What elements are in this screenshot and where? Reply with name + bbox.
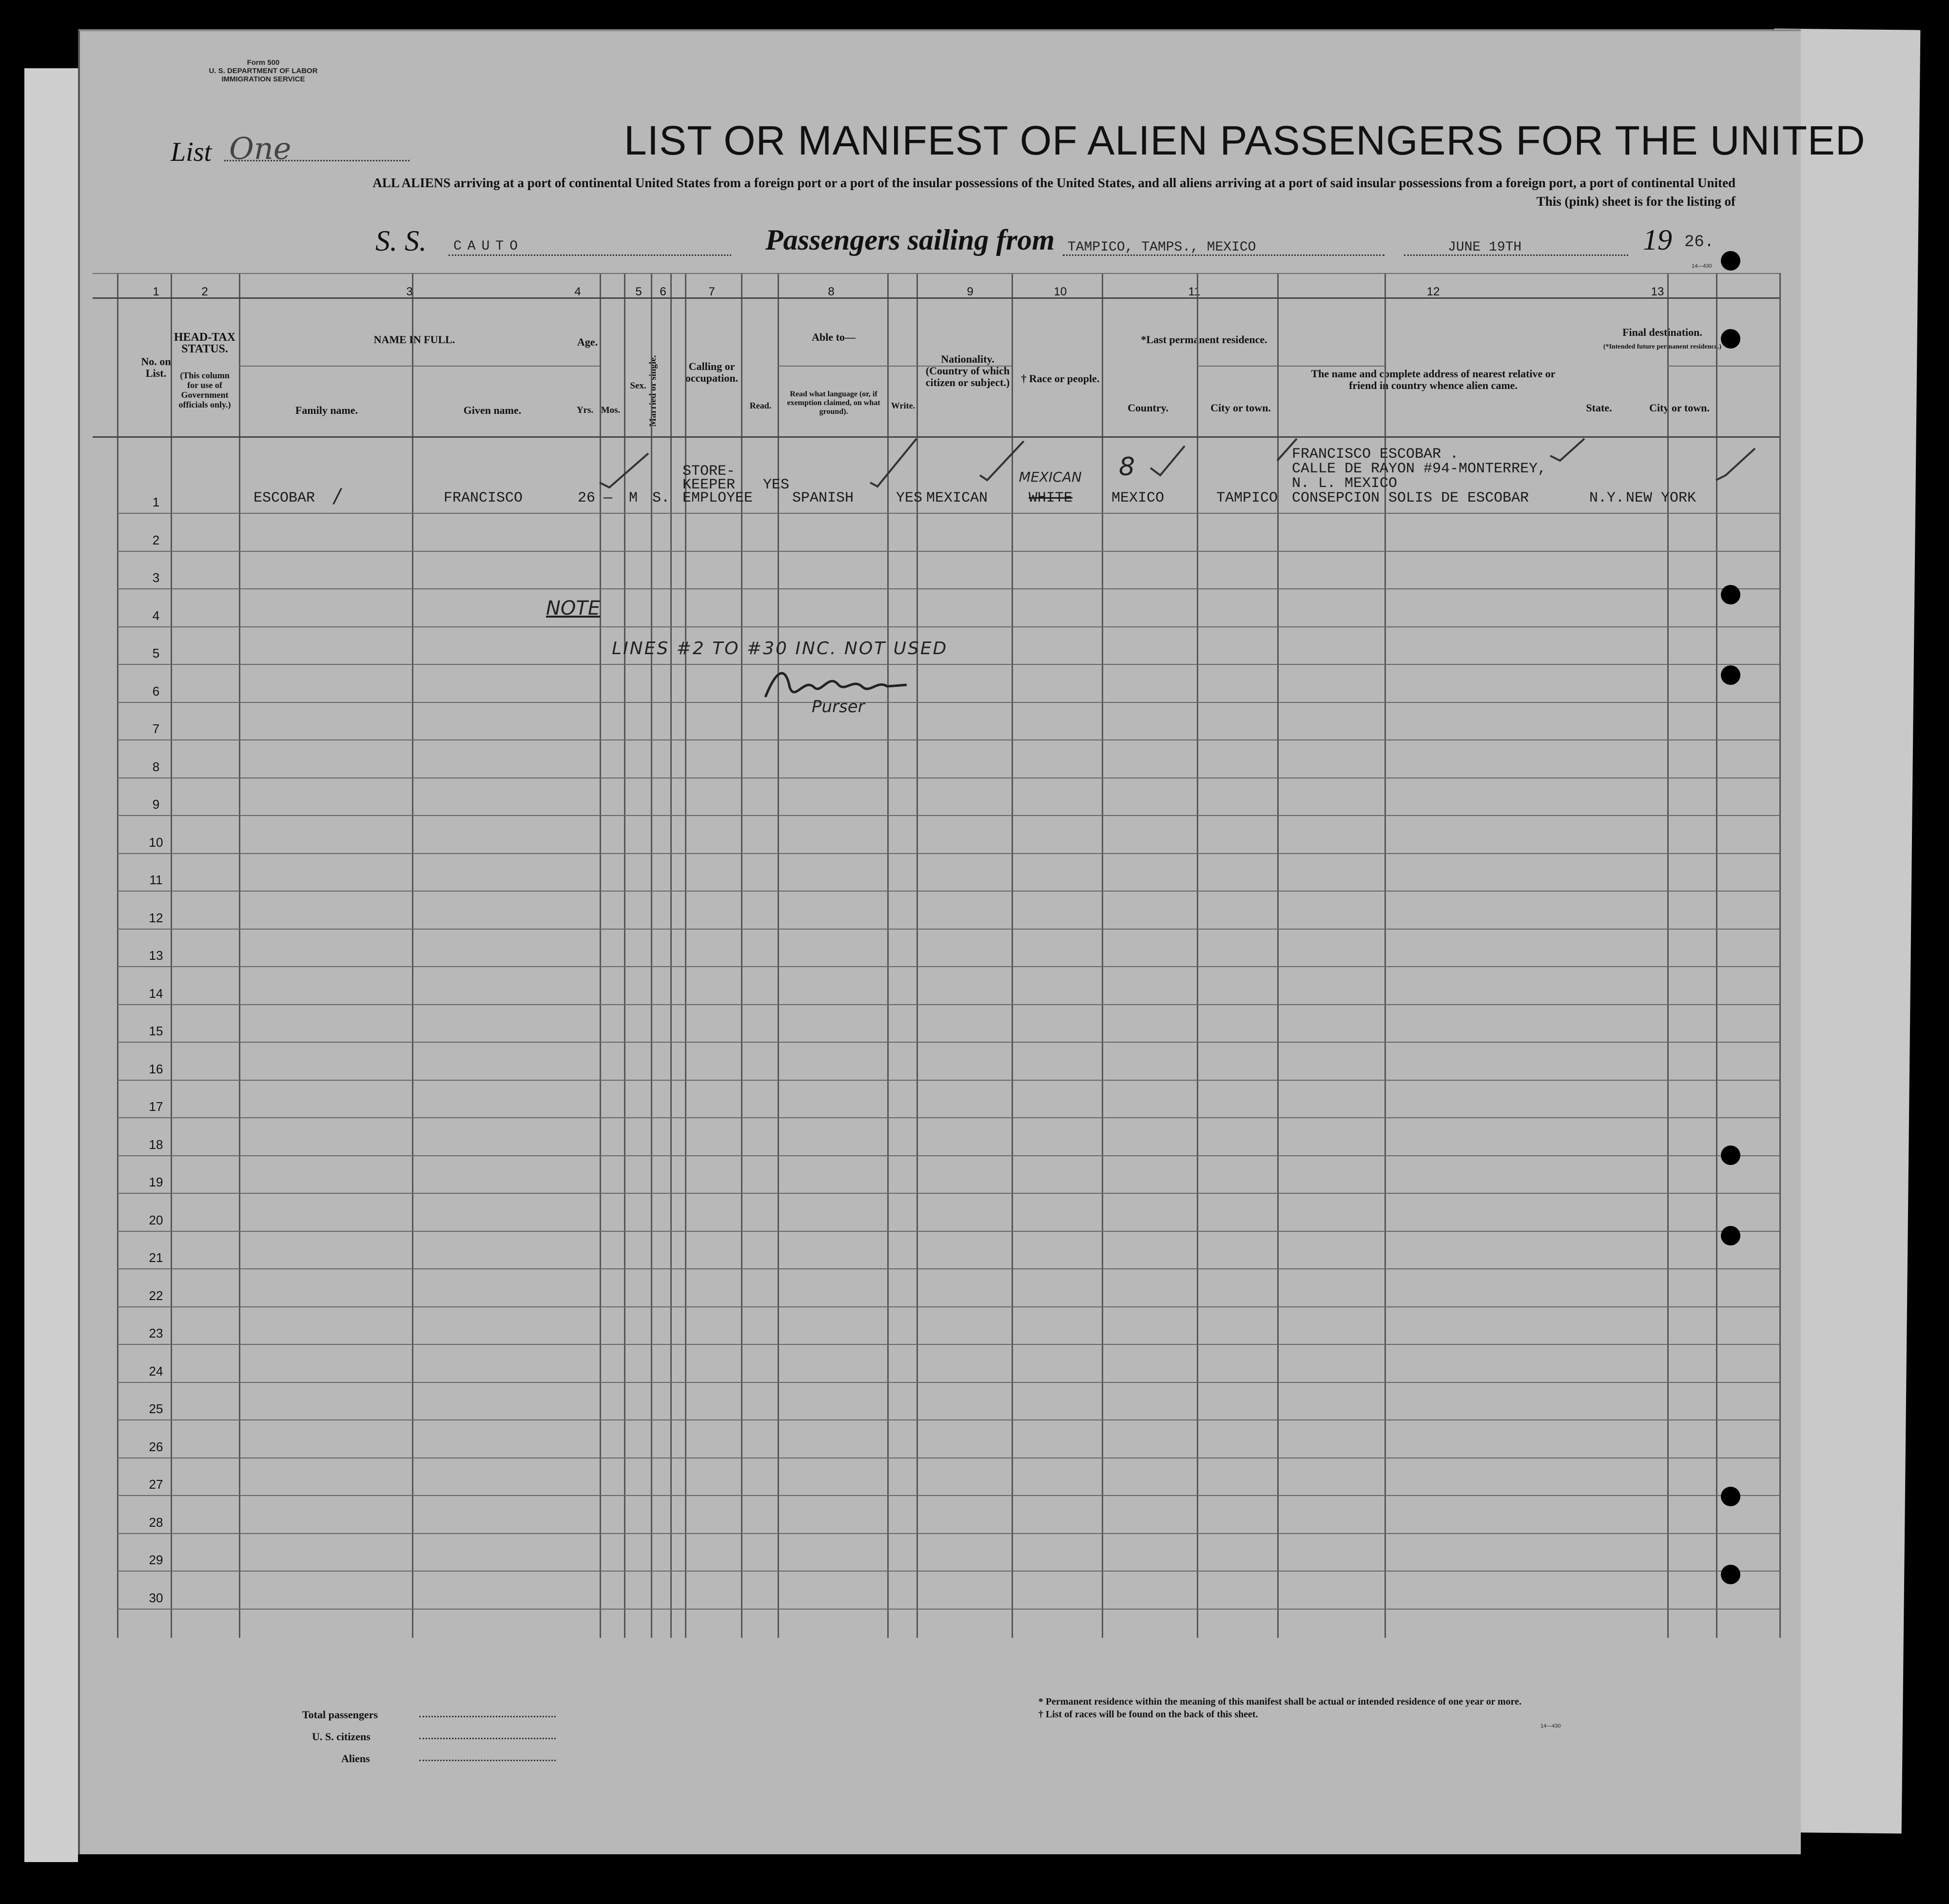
row-number: 21 — [149, 1250, 163, 1265]
footer-aliens: Aliens — [341, 1752, 370, 1765]
entry-nationality: MEXICAN — [926, 490, 988, 506]
binder-hole — [1721, 1226, 1740, 1245]
relative-tick-2-icon — [1550, 439, 1584, 461]
ship-name: CAUTO — [453, 239, 524, 254]
row-number: 23 — [149, 1326, 163, 1341]
header-write: Write. — [891, 401, 916, 410]
binder-hole — [1721, 1565, 1740, 1584]
binder-hole — [1721, 585, 1740, 604]
entry-race-handwritten: MEXICAN — [1019, 469, 1082, 485]
row-number: 20 — [149, 1212, 163, 1227]
footer-note-1: * Permanent residence within the meaning of this manifest shall be actual or intended residence of one year or more. — [1038, 1696, 1522, 1707]
col-num-3: 3 — [406, 285, 413, 298]
row-number: 22 — [149, 1288, 163, 1303]
country-tick-icon — [1150, 446, 1185, 475]
col-num-10: 10 — [1053, 285, 1067, 298]
entry-yrs: 26 — [578, 490, 596, 506]
col-num-9: 9 — [967, 285, 974, 298]
entry-relative-1: FRANCISCO ESCOBAR . — [1292, 446, 1459, 463]
page-title: LIST OR MANIFEST OF ALIEN PASSENGERS FOR THE UNITED — [624, 117, 1866, 163]
subtitle-line-1: ALL ALIENS arriving at a port of continental United States from a foreign port or a port of the insular possessions of the United States, and all aliens arriving at a port of said insular possessions from a foreign port, a port of continental United — [372, 175, 1735, 190]
binder-hole — [1721, 1146, 1740, 1165]
footer-us-citizens: U. S. citizens — [312, 1730, 370, 1743]
entry-married: S. — [652, 490, 670, 506]
col-num-5: 5 — [635, 285, 642, 298]
entry-calling-3: EMPLOYEE — [682, 490, 753, 506]
header-relative: The name and complete address of nearest relative or friend in country whence alien came. — [1311, 368, 1556, 391]
row-number: 19 — [149, 1175, 163, 1189]
entry-sex: M — [629, 490, 638, 506]
list-label: List — [171, 137, 212, 167]
year-label: 19 — [1643, 224, 1672, 256]
row-number: 24 — [149, 1363, 163, 1379]
header-head-tax: HEAD-TAX STATUS. — [174, 331, 236, 355]
header-dest-city: City or town. — [1649, 402, 1710, 414]
header-sex: Sex. — [630, 381, 646, 391]
sailing-date: JUNE 19TH — [1448, 240, 1522, 255]
row-number: 7 — [152, 721, 160, 736]
row-number: 18 — [149, 1137, 163, 1152]
row-number: 29 — [149, 1553, 163, 1567]
row-number: 6 — [152, 683, 160, 699]
nationality-tick-icon — [980, 441, 1024, 480]
row-number: 26 — [149, 1439, 163, 1454]
entry-calling-2: KEEPER — [682, 477, 736, 493]
entry-relative-2: CALLE DE RAYON #94-MONTERREY, — [1292, 461, 1547, 477]
entry-family-name: ESCOBAR — [253, 490, 315, 506]
row-number: 15 — [149, 1024, 163, 1038]
col-num-12: 12 — [1426, 285, 1440, 298]
header-read: Read. — [749, 401, 772, 410]
header-able-to: Able to— — [812, 331, 856, 343]
binder-hole — [1721, 251, 1740, 271]
year-value: 26. — [1684, 233, 1715, 252]
row-number: 3 — [152, 570, 160, 585]
row-number: 14 — [149, 986, 163, 1001]
entry-race-typed: WHITE — [1029, 490, 1073, 506]
header-head-tax-note: (This column for use of Government officials only.) — [178, 370, 231, 409]
header-final-destination: Final destination. — [1622, 326, 1702, 338]
row-number: 1 — [152, 495, 160, 509]
entry-given-name: FRANCISCO — [444, 490, 523, 506]
department-name: U. S. DEPARTMENT OF LABOR — [209, 67, 318, 75]
col-num-4: 4 — [574, 285, 581, 298]
entry-country: MEXICO — [1111, 490, 1165, 506]
row-number: 28 — [149, 1515, 163, 1530]
header-age: Age. — [577, 336, 598, 348]
ship-label: S. S. — [375, 225, 427, 257]
header-calling: Calling or occupation. — [685, 360, 739, 384]
list-value: One — [229, 131, 292, 166]
entry-city: TAMPICO — [1216, 490, 1278, 506]
family-name-checkmark: / — [334, 485, 341, 507]
row-number: 25 — [149, 1401, 163, 1416]
entry-write: YES — [896, 490, 923, 506]
relative-tick-icon — [1277, 439, 1297, 461]
footer-total-line — [419, 1716, 556, 1717]
print-code-bottom: 14—430 — [1540, 1723, 1561, 1729]
row-number: 5 — [152, 646, 160, 661]
annotation-note: NOTE — [546, 597, 601, 620]
row-number: 8 — [152, 759, 160, 774]
row-number: 12 — [149, 910, 163, 925]
sailing-label: Passengers sailing from — [765, 224, 1055, 256]
entry-relative-4: CONSEPCION SOLIS DE ESCOBAR — [1292, 490, 1529, 506]
col-num-7: 7 — [708, 285, 715, 298]
print-code-top: 14—430 — [1692, 263, 1712, 269]
subtitle-line-2: This (pink) sheet is for the listing of — [1536, 194, 1735, 209]
header-final-note: (*Intended future permanent residence.) — [1603, 343, 1722, 350]
entry-mos: — — [604, 490, 613, 506]
language-tick-icon — [870, 439, 916, 486]
row-number: 30 — [149, 1590, 163, 1605]
col-num-11: 11 — [1188, 285, 1201, 298]
header-last-residence: *Last permanent residence. — [1141, 333, 1267, 346]
binder-hole — [1721, 1487, 1740, 1506]
header-read-language: Read what language (or, if exemption claimed, on what ground). — [787, 390, 880, 416]
entry-relative-3: N. L. MEXICO — [1292, 475, 1398, 492]
entry-state: N.Y. — [1589, 490, 1625, 506]
header-race: † Race or people. — [1021, 372, 1100, 385]
annotation-lines: LINES #2 TO #30 INC. NOT USED — [612, 639, 948, 659]
entry-language: SPANISH — [792, 490, 854, 506]
row-number: 27 — [149, 1477, 163, 1492]
header-family-name: Family name. — [295, 404, 358, 416]
footer-total-passengers: Total passengers — [302, 1709, 378, 1721]
col-num-13: 13 — [1651, 285, 1664, 298]
header-country: Country. — [1128, 402, 1169, 414]
form-number: Form 500 — [247, 58, 280, 67]
header-nationality: Nationality. (Country of which citizen or subject.) — [925, 353, 1010, 389]
annotation-purser: Purser — [812, 697, 865, 717]
header-name-in-full: NAME IN FULL. — [373, 333, 455, 346]
col-num-2: 2 — [201, 285, 208, 298]
header-state: State. — [1586, 402, 1612, 414]
footer-aliens-line — [419, 1760, 556, 1761]
sailing-from: TAMPICO, TAMPS., MEXICO — [1068, 240, 1256, 255]
entry-country-mark: 8 — [1119, 452, 1135, 482]
header-given-name: Given name. — [463, 404, 522, 416]
entry-calling-1: STORE- — [682, 463, 736, 480]
binder-hole — [1721, 665, 1740, 685]
row-number: 2 — [152, 532, 160, 547]
entry-dest-city: NEW YORK — [1626, 490, 1696, 506]
header-yrs: Yrs. — [576, 405, 594, 415]
destination-tick-icon — [1716, 448, 1755, 480]
header-married: Married or single. — [648, 355, 658, 427]
footer-citizens-line — [419, 1738, 556, 1739]
row-number: 17 — [149, 1099, 163, 1114]
row-number: 9 — [152, 797, 160, 812]
header-city: City or town. — [1210, 402, 1271, 414]
row-number: 4 — [152, 608, 160, 623]
age-tick-icon — [600, 453, 648, 487]
header-no-on-list: No. on List. — [141, 355, 171, 379]
footer-note-2: † List of races will be found on the back of this sheet. — [1038, 1709, 1258, 1720]
binder-hole — [1721, 329, 1740, 349]
col-num-8: 8 — [828, 285, 835, 298]
row-number: 16 — [149, 1061, 163, 1076]
col-num-6: 6 — [660, 285, 666, 298]
row-number: 13 — [149, 948, 163, 963]
entry-read: YES — [763, 477, 790, 493]
col-num-1: 1 — [153, 285, 159, 298]
row-number: 10 — [149, 835, 163, 850]
header-mos: Mos. — [601, 405, 621, 415]
service-name: IMMIGRATION SERVICE — [221, 75, 305, 83]
row-number: 11 — [149, 873, 163, 887]
